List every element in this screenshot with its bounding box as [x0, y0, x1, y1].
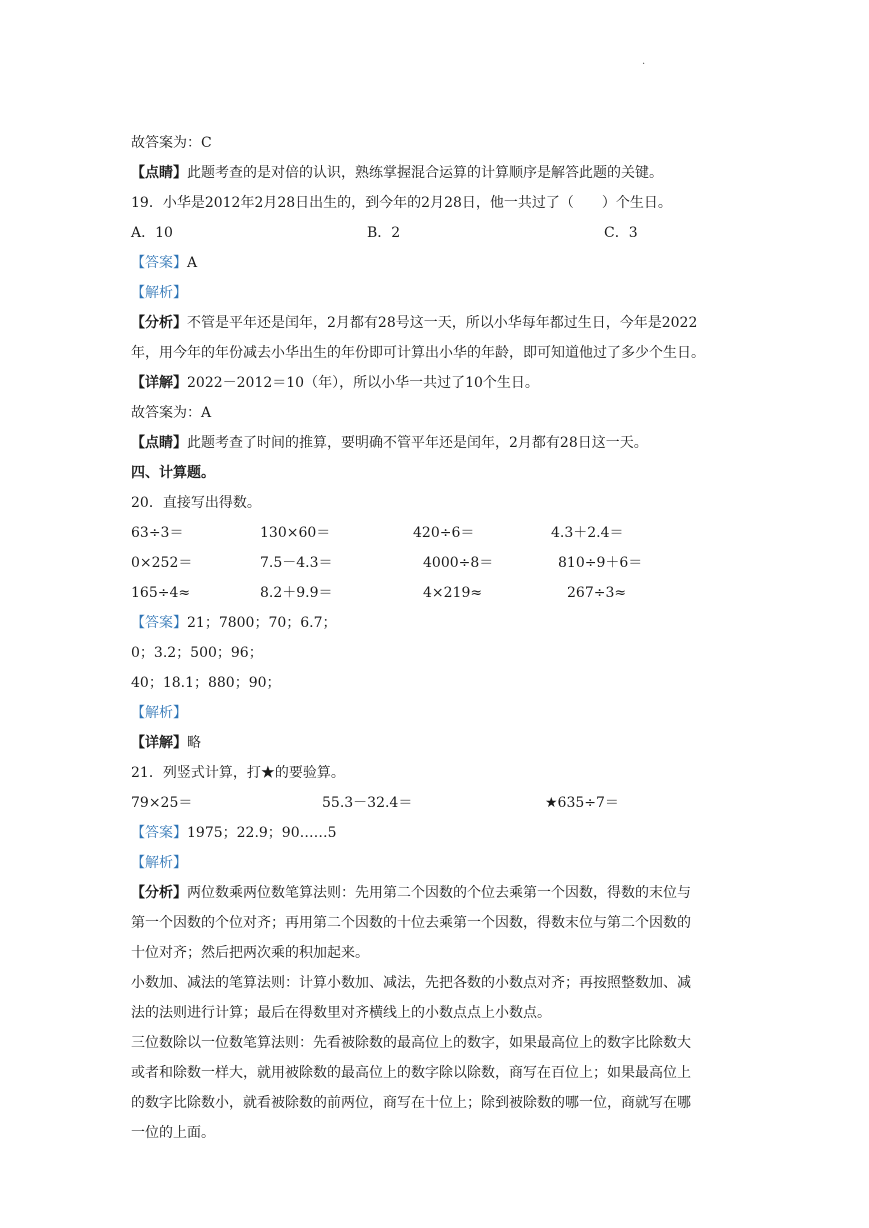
q21-problem: 55.3－32.4＝ [322, 795, 413, 811]
q20-question: 20．直接写出得数。 [131, 495, 261, 511]
q20-problem: 8.2＋9.9＝ [260, 585, 333, 601]
q20-answer-line2: 0；3.2；500；96； [131, 645, 263, 661]
dianjing-text: 此题考查了时间的推算，要明确不管平年还是闰年，2月都有28日这一天。 [187, 435, 648, 451]
xiangjie-text: 略 [187, 735, 201, 751]
q21-answer [131, 823, 337, 843]
q20-problem: 4×219≈ [423, 585, 483, 601]
fenxi-label: 【分析】 [131, 885, 187, 901]
q18-dianjing [131, 163, 663, 183]
dianjing-label: 【点睛】 [131, 165, 187, 181]
answer-line1: 21；7800；70；6.7； [187, 615, 337, 631]
q19-final-answer: 故答案为：A [131, 405, 212, 421]
q21-rule2-line2: 法的法则进行计算；最后在得数里对齐横线上的小数点点上小数点。 [131, 1005, 551, 1021]
q20-problem: 4000÷8＝ [423, 555, 494, 571]
dianjing-label: 【点睛】 [131, 435, 187, 451]
q20-problem: 0×252＝ [131, 555, 193, 571]
q19-question: 19．小华是2012年2月28日出生的，到今年的2月28日，他一共过了（ ）个生日。 [131, 195, 672, 211]
q21-problem: ★635÷7＝ [545, 795, 619, 811]
q20-problem: 267÷3≈ [567, 585, 627, 601]
q19-option-c: C．3 [604, 225, 638, 241]
fenxi-label: 【分析】 [131, 315, 187, 331]
q20-jiexi-label: 【解析】 [131, 705, 187, 721]
q20-problem: 4.3＋2.4＝ [551, 525, 624, 541]
q21-fenxi-line3: 十位对齐；然后把两次乘的积加起来。 [131, 945, 369, 961]
q19-option-a: A．10 [131, 225, 173, 241]
q21-fenxi [131, 883, 691, 903]
q20-problem: 130×60＝ [260, 525, 331, 541]
q21-question: 21．列竖式计算，打★的要验算。 [131, 765, 345, 781]
q19-fenxi [131, 313, 697, 333]
q21-jiexi-label: 【解析】 [131, 855, 187, 871]
dianjing-text: 此题考查的是对倍的认识，熟练掌握混合运算的计算顺序是解答此题的关键。 [187, 165, 663, 181]
q19-jiexi-label: 【解析】 [131, 285, 187, 301]
q21-rule2-line1: 小数加、减法的笔算法则：计算小数加、减法，先把各数的小数点对齐；再按照整数加、减 [131, 975, 691, 991]
answer-label: 【答案】 [131, 825, 187, 841]
q19-xiangjie [131, 373, 539, 393]
q20-problem: 7.5－4.3＝ [260, 555, 333, 571]
q20-xiangjie [131, 733, 201, 753]
fenxi-line1: 不管是平年还是闰年，2月都有28号这一天，所以小华每年都过生日，今年是2022 [187, 315, 698, 331]
q20-answer-line3: 40；18.1；880；90； [131, 675, 281, 691]
q21-rule3-line1: 三位数除以一位数笔算法则：先看被除数的最高位上的数字，如果最高位上的数字比除数大 [131, 1035, 691, 1051]
q21-problem: 79×25＝ [131, 795, 193, 811]
q21-rule3-line2: 或者和除数一样大，就用被除数的最高位上的数字除以除数，商写在百位上；如果最高位上 [131, 1065, 691, 1081]
q21-rule3-line4: 一位的上面。 [131, 1125, 215, 1141]
xiangjie-label: 【详解】 [131, 375, 187, 391]
xiangjie-text: 2022－2012＝10（年），所以小华一共过了10个生日。 [187, 375, 539, 391]
q19-option-b: B．2 [367, 225, 401, 241]
section-title: 四、计算题。 [131, 465, 215, 481]
xiangjie-label: 【详解】 [131, 735, 187, 751]
answer-value: A [187, 255, 198, 271]
q21-fenxi-line2: 第一个因数的个位对齐；再用第二个因数的十位去乘第一个因数，得数末位与第二个因数的 [131, 915, 691, 931]
q21-rule3-line3: 的数字比除数小，就看被除数的前两位，商写在十位上；除到被除数的哪一位，商就写在哪 [131, 1095, 691, 1111]
answer-value: 1975；22.9；90……5 [187, 825, 337, 841]
fenxi-line1: 两位数乘两位数笔算法则：先用第二个因数的个位去乘第一个因数，得数的末位与 [187, 885, 691, 901]
q20-problem: 810÷9＋6＝ [558, 555, 643, 571]
q19-dianjing [131, 433, 648, 453]
q19-fenxi-line2: 年，用今年的年份减去小华出生的年份即可计算出小华的年龄，即可知道他过了多少个生日。 [131, 345, 705, 361]
header-dot: . [642, 56, 646, 67]
answer-label: 【答案】 [131, 255, 187, 271]
answer-label: 【答案】 [131, 615, 187, 631]
q20-answer [131, 613, 337, 633]
q20-problem: 165÷4≈ [131, 585, 191, 601]
q20-problem: 420÷6＝ [413, 525, 475, 541]
q18-answer: 故答案为：C [131, 135, 212, 151]
q20-problem: 63÷3＝ [131, 525, 184, 541]
q19-answer [131, 253, 197, 273]
